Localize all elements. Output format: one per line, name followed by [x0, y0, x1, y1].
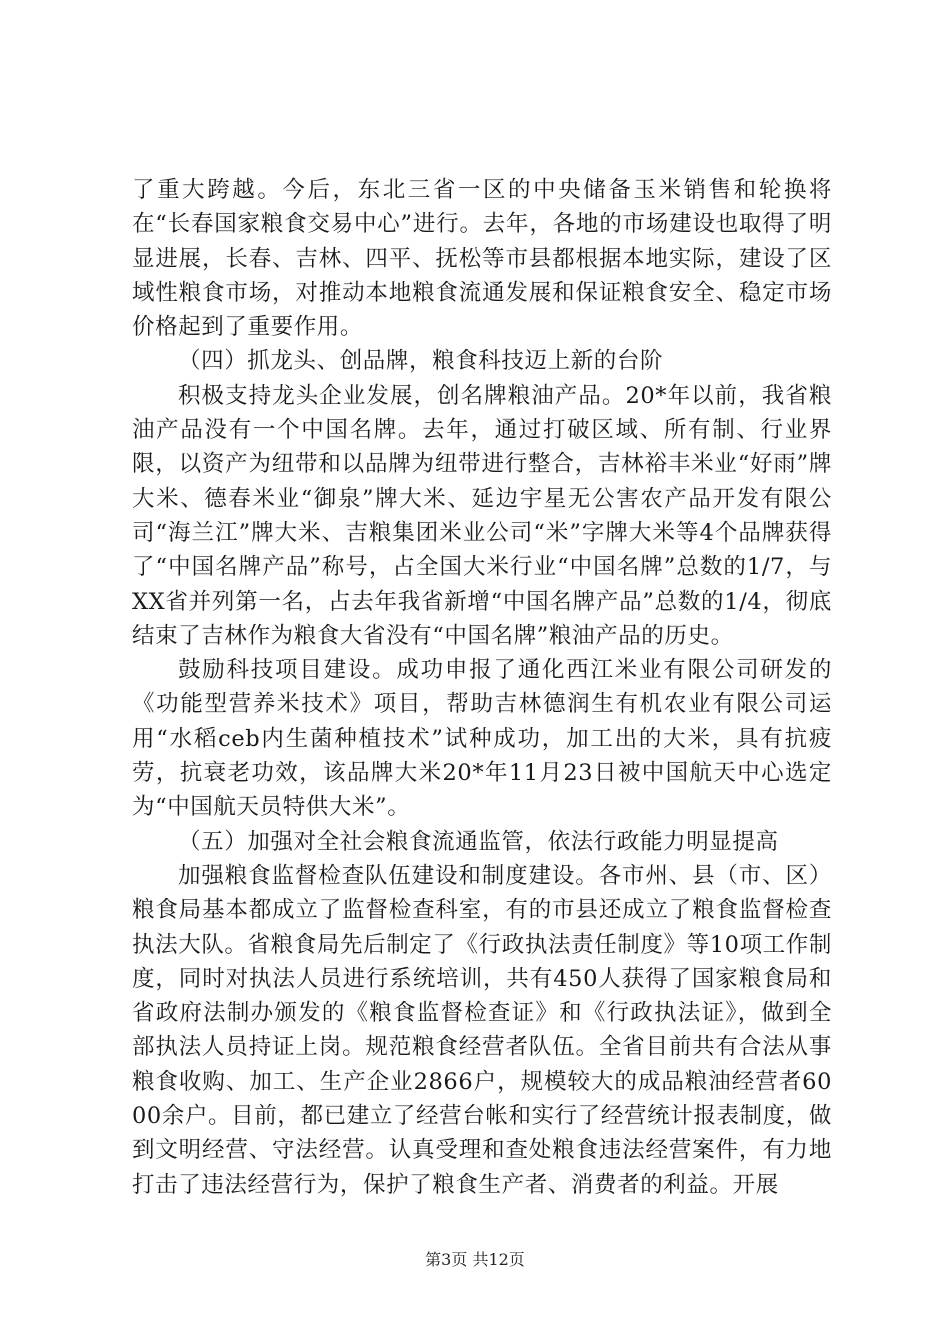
paragraph-supervision: 加强粮食监督检查队伍建设和制度建设。各市州、县（市、区）粮食局基本都成立了监督检查科室，有的市县还成立了粮食监督检查执法大队。省粮食局先后制定了《行政执法责任制度》等10项工作制度，同时对执法人员进行系统培训，共有450人获得了国家粮食局和省政府法制办颁发的《粮食监督检查证》和《行政执法证》，做到全部执法人员持证上岗。规范粮食经营者队伍。全省目前共有合法从事粮食收购、加工、生产企业2866户，规模较大的成品粮油经营者6000余户。目前，都已建立了经营台帐和实行了经营统计报表制度，做到文明经营、守法经营。认真受理和查处粮食违法经营案件，有力地打击了违法经营行为，保护了粮食生产者、消费者的利益。开展 [132, 862, 832, 1198]
section-heading-5: （五）加强对全社会粮食流通监管，依法行政能力明显提高 [178, 828, 779, 855]
page-footer [0, 1247, 950, 1270]
document-page [132, 173, 832, 1202]
paragraph-tech-projects: 鼓励科技项目建设。成功申报了通化西江米业有限公司研发的《功能型营养米技术》项目，帮助吉林德润生有机农业有限公司运用“水稻ceb内生菌种植技术”试种成功，加工出的大米，具有抗疲劳，抗衰老功效，该品牌大米20*年11月23日被中国航天中心选定为“中国航天员特供大米”。 [132, 657, 832, 821]
section-heading-4: （四）抓龙头、创品牌，粮食科技迈上新的台阶 [178, 348, 664, 375]
paragraph-brand-building: 积极支持龙头企业发展，创名牌粮油产品。20*年以前，我省粮油产品没有一个中国名牌。去年，通过打破区域、所有制、行业界限，以资产为纽带和以品牌为纽带进行整合，吉林裕丰米业“好雨”牌大米、德春米业“御泉”牌大米、延边宇星无公害农产品开发有限公司“海兰江”牌大米、吉粮集团米业公司“米”字牌大米等4个品牌获得了“中国名牌产品”称号，占全国大米行业“中国名牌”总数的1/7，与XX省并列第一名，占去年我省新增“中国名牌产品”总数的1/4，彻底结束了吉林作为粮食大省没有“中国名牌”粮油产品的历史。 [132, 382, 832, 649]
paragraph-market-construction: 了重大跨越。今后，东北三省一区的中央储备玉米销售和轮换将在“长春国家粮食交易中心”进行。去年，各地的市场建设也取得了明显进展，长春、吉林、四平、抚松等市县都根据本地实际，建设了区域性粮食市场，对推动本地粮食流通发展和保证粮食安全、稳定市场价格起到了重要作用。 [132, 177, 832, 341]
page-number-label: 第3页 共12页 [425, 1250, 525, 1269]
